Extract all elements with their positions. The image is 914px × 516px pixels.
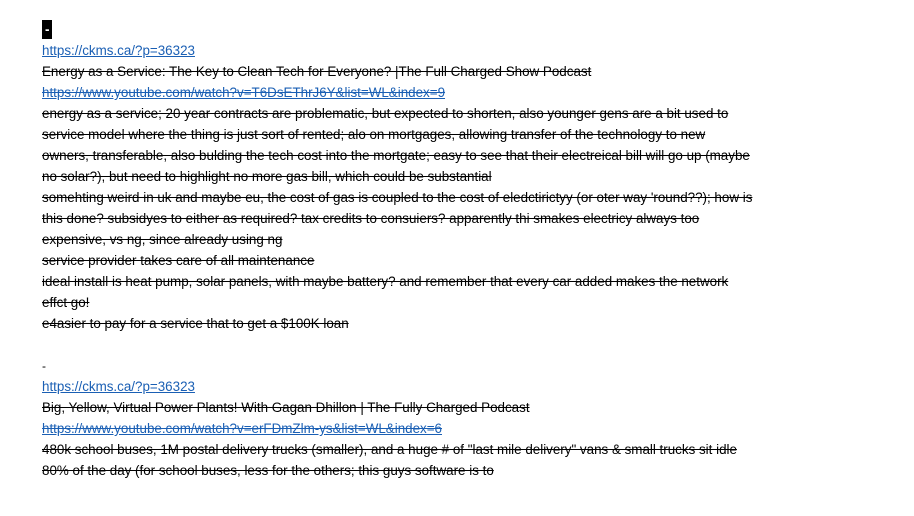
block1-title: Energy as a Service: The Key to Clean Tech for Everyone? |The Full Charged Show Podcast	[42, 64, 592, 79]
block2-note-line: 80% of the day (for school buses, less for the others; this guys software is to	[42, 463, 494, 478]
block2-marker-line	[42, 355, 872, 376]
block1-link-youtube	[42, 82, 872, 103]
block1-note-line: e4asier to pay for a service that to get a $100K loan	[42, 316, 349, 331]
ckms-link-1[interactable]: https://ckms.ca/?p=36323	[42, 43, 195, 58]
block1-note-line: expensive, vs ng, since already using ng	[42, 232, 283, 247]
block1-note-line: effct go!	[42, 295, 90, 310]
block2-note-line: 480k school buses, 1M postal delivery trucks (smaller), and a huge # of "last mile delivery" vans & small trucks sit idle	[42, 442, 737, 457]
block1-note-line: ideal install is heat pump, solar panels, with maybe battery? and remember that every car added makes the network	[42, 274, 729, 289]
block2-title: Big, Yellow, Virtual Power Plants! With Gagan Dhillon | The Fully Charged Podcast	[42, 400, 530, 415]
block2-link-youtube	[42, 418, 872, 439]
block1-note-line: no solar?), but need to highlight no more gas bill, which could be substantial	[42, 169, 492, 184]
youtube-link-1[interactable]: https://www.youtube.com/watch?v=T6DsEThrJ6Y&list=WL&index=9	[42, 85, 446, 100]
block1-link-ckms	[42, 40, 872, 61]
block2-link-ckms	[42, 376, 872, 397]
block1-note-line: energy as a service; 20 year contracts are problematic, but expected to shorten, also younger gens are a bit used to	[42, 106, 729, 121]
block1-marker-line	[42, 19, 872, 40]
document-body	[42, 19, 872, 481]
blank-line	[42, 334, 872, 355]
block1-note-line: owners, transferable, also bulding the tech cost into the mortgate; easy to see that their electreical bill will go up (maybe	[42, 148, 750, 163]
block1-note-line: somehting weird in uk and maybe eu, the cost of gas is coupled to the cost of eledctirictyy (or oter way 'round??); how is	[42, 190, 753, 205]
youtube-link-2[interactable]: https://www.youtube.com/watch?v=erFDmZlm-ys&list=WL&index=6	[42, 421, 442, 436]
block1-note-line: this done? subsidyes to either as required? tax credits to consuiers? apparently thi smakes electricy always too	[42, 211, 700, 226]
block1-note-line: service provider takes care of all maintenance	[42, 253, 315, 268]
block2-marker: -	[42, 359, 46, 373]
selected-marker[interactable]: -	[42, 20, 52, 39]
ckms-link-2[interactable]: https://ckms.ca/?p=36323	[42, 379, 195, 394]
block1-note-line: service model where the thing is just sort of rented; alo on mortgages, allowing transfer of the technology to new	[42, 127, 706, 142]
